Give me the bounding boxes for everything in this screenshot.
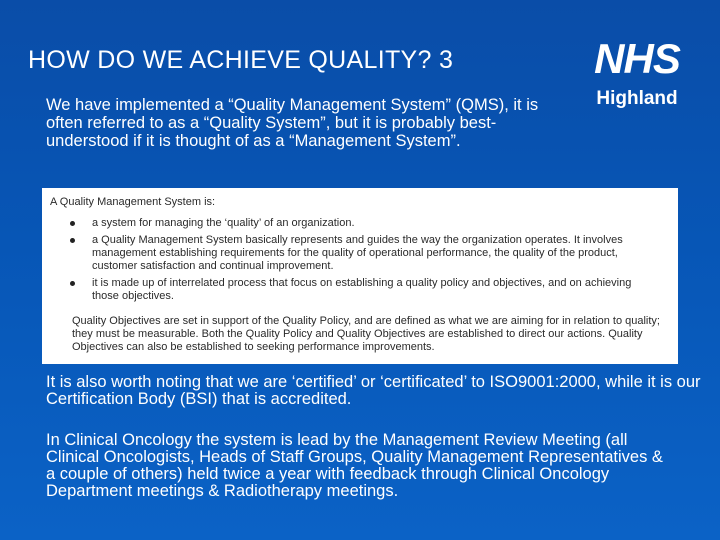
- bullet-icon: [70, 238, 75, 243]
- slide-title: HOW DO WE ACHIEVE QUALITY? 3: [28, 46, 454, 74]
- logo-nhs-text: NHS: [594, 35, 680, 82]
- list-item-text: a system for managing the ‘quality’ of an organization.: [92, 217, 355, 229]
- definition-heading: A Quality Management System is:: [50, 196, 216, 208]
- bullet-icon: [70, 221, 75, 226]
- oncology-paragraph: In Clinical Oncology the system is lead by the Management Review Meeting (all Clinical Oncologists, Heads of Staff Groups, Quality Management Representatives & a couple of others) held twice a year with feedback through Clinical Oncology Department meetings & Radiotherapy meetings.: [46, 431, 663, 500]
- logo-region-text: Highland: [596, 88, 678, 109]
- list-item: [50, 234, 660, 273]
- list-item-text: a Quality Management System basically represents and guides the way the organization operates. It involves management establishing requirements for the quality of operational performance, the quality of the product, customer satisfaction and continual improvement.: [92, 234, 623, 272]
- list-item: [50, 277, 660, 303]
- qms-definition-box: [42, 188, 678, 364]
- quality-objectives-text: Quality Objectives are set in support of the Quality Policy, and are defined as what we are aiming for in relation to quality; they must be measurable. Both the Quality Policy and Quality Objectives are established to direct our actions. Quality Objectives can also be established to seeking performance improvements.: [72, 315, 660, 353]
- nhs-highland-logo: [576, 35, 698, 110]
- list-item: [50, 217, 660, 230]
- definition-list: [50, 217, 660, 303]
- intro-paragraph: We have implemented a “Quality Management System” (QMS), it is often referred to as a “Quality System”, but it is probably best-understood if it is thought of as a “Management System”.: [46, 96, 539, 150]
- list-item-text: it is made up of interrelated process that focus on establishing a quality policy and objectives, and on achieving those objectives.: [92, 277, 632, 302]
- bullet-icon: [70, 281, 75, 286]
- certification-paragraph: It is also worth noting that we are ‘certified’ or ‘certificated’ to ISO9001:2000, while it is our Certification Body (BSI) that is accredited.: [46, 373, 701, 408]
